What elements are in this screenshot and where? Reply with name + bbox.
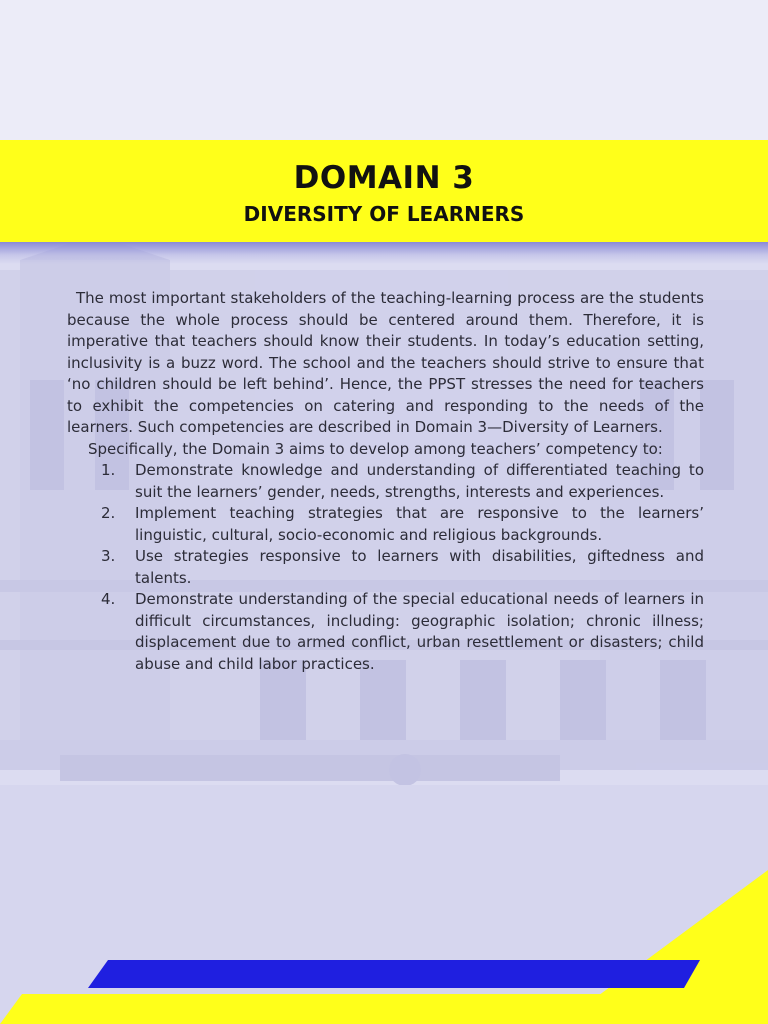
yellow-bottom-stripe	[0, 994, 768, 1024]
decorative-footer-stripes	[0, 860, 768, 1024]
page-subtitle: DIVERSITY OF LEARNERS	[243, 202, 525, 226]
page-title: DOMAIN 3	[293, 160, 475, 196]
list-item-number: 4.	[101, 590, 116, 608]
top-margin	[0, 0, 768, 140]
lead-sentence: Specifically, the Domain 3 aims to develop among teachers’ competency to:	[88, 439, 663, 458]
list-item-text: Demonstrate understanding of the special educational needs of learners in difficult circumstances, including: geographic isolation; chronic illness; displacement due to armed conflict, urban resettlement or disasters; child abuse and child labor practices.	[135, 590, 704, 673]
intro-paragraph: The most important stakeholders of the teaching-learning process are the students because the whole process should be centered around them. Therefore, it is imperative that teachers should know their students. In today’s education setting, inclusivity is a buzz word. The school and the teachers should strive to ensure that ‘no children should be left behind’. Hence, the PPST stresses the need for teachers to exhibit the competencies on catering and responding to the needs of the learners. Such competencies are described in Domain 3—Diversity of Learners.	[67, 289, 704, 436]
list-item	[67, 589, 704, 675]
list-item-text: Use strategies responsive to learners with disabilities, giftedness and talents.	[135, 547, 704, 587]
list-item-number: 2.	[101, 504, 116, 522]
list-item	[67, 503, 704, 546]
body-text	[67, 288, 704, 675]
blue-stripe	[88, 960, 700, 988]
list-item-text: Demonstrate knowledge and understanding of differentiated teaching to suit the learners’ gender, needs, strengths, interests and experiences.	[135, 461, 704, 501]
list-item	[67, 460, 704, 503]
competency-list	[67, 460, 704, 675]
header-shadow	[0, 242, 768, 264]
list-item-text: Implement teaching strategies that are responsive to the learners’ linguistic, cultural, socio-economic and religious backgrounds.	[135, 504, 704, 544]
list-item-number: 1.	[101, 461, 116, 479]
list-item	[67, 546, 704, 589]
list-item-number: 3.	[101, 547, 116, 565]
